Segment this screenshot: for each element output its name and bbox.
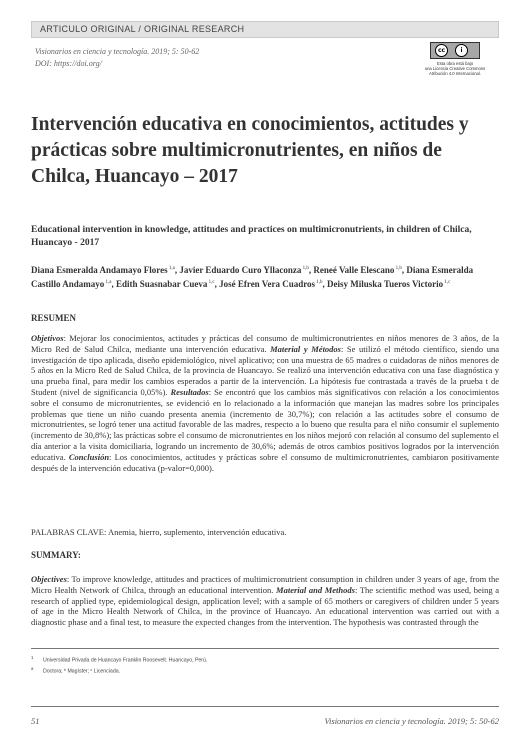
objectives-label: Objectives (31, 574, 67, 584)
author-name: Diana Esmeralda Andamayo Flores (31, 265, 168, 275)
objetivos-text: : Mejorar los conocimientos, actitudes y prácticas del consumo de multimicronutrientes en niños menores de 3 años, de la Micro Red de Salud Chilca, mediante una intervención educativa. (31, 333, 499, 354)
author-affiliation-marker: 1,a (167, 266, 175, 271)
objectives-text: : To improve knowledge, attitudes and practices of multimicronutrient consumption in children under 3 years of age, from the Micro Health Network of Chilca, through an educational intervention. (31, 574, 499, 595)
methods-label: Material and Methods (276, 584, 355, 595)
footnote-mark: 1 (31, 655, 34, 660)
objetivos-label: Objetivos (31, 333, 64, 343)
metodos-label: Material y Métodos (270, 343, 341, 354)
palabras-clave: PALABRAS CLAVE: Anemia, hierro, suplemento, intervención educativa. (31, 527, 287, 537)
footnote-text: Universidad Privada de Huancayo Franklin Roosevelt. Huancayo, Perú. (43, 657, 208, 664)
summary-abstract (31, 574, 499, 628)
author-name: Deisy Miluska Tueros Victorio (327, 278, 444, 289)
article-type-banner: ARTICULO ORIGINAL / ORIGINAL RESEARCH (31, 21, 499, 38)
author-name: Diana Esmeralda Castillo Andamayo (31, 265, 474, 289)
article-title: Intervención educativa en conocimientos, actitudes y prácticas sobre multimicronutrientes, en niños de Chilca, Huancayo – 2017 (31, 114, 469, 187)
author-affiliation-marker: 1,c (207, 279, 215, 285)
creative-commons-by-badge[interactable] (430, 42, 480, 59)
methods-text: : The scientific method was used, being a research of applied type, epidemiological design, application level; with a sample of 65 mothers or caregivers of children under 5 years of age in the Micro Health Network of Chilca, in the province of Huancayo. An educational intervention was carried out with a diagnostic phase and a final test, to measure the expected changes from the intervention. The hypothesis was contrasted through the (31, 584, 499, 628)
page-number: 51 (31, 716, 40, 726)
footnote-divider (31, 648, 499, 649)
footnote-item (31, 665, 499, 676)
metodos-text: : Se utilizó el método científico, siendo una investigación de tipo aplicada, diseño epidemiológico, nivel aplicativo; con una muestra de 65 madres o cuidadoras de niños menores de 5 años en la Micro Red de Salud Chilca, de la provincia de Huancayo. Se realizó una intervención educativa con una fase diagnóstica y una prueba final, para medir los cambios esperados a partir de la intervención. La hipótesis fue contrastada a través de la prueba t de Student (nivel de significancia 0,05%). (31, 343, 499, 397)
author-name: Edith Suasnabar Cueva (116, 278, 208, 289)
author-affiliation-marker: 1,c (443, 279, 451, 285)
conclusion-label: Conclusión (68, 451, 110, 462)
author-list: Diana Esmeralda Andamayo Flores $^{1,a}$, Javier Eduardo Curo Yllaconza $^{1,b}$, Reneé Valle Elescano $^{1,b}$, Diana Esmeralda Castillo Andamayo $^{1,a}$, Edith Suasnabar Cueva $^{1,c}$, José Efren Vera Cuadros $^{1,b}$, Deisy Miluska Tueros Victorio $^{1,c}$ (31, 265, 474, 289)
journal-citation: Visionarios en ciencia y tecnología. 2019; 5: 50-62 (35, 47, 200, 56)
resumen-heading: RESUMEN (31, 313, 77, 323)
article-subtitle-english: Educational intervention in knowledge, attitudes and practices on multimicronutrients, in children of Chilca, Huancayo - 2017 (31, 225, 472, 248)
author-affiliation-marker: 1,b (301, 266, 309, 271)
footer-journal-citation: Visionarios en ciencia y tecnología. 2019; 5: 50-62 (324, 716, 499, 726)
license-note: Esta obra está bajo una Licencia Creative Commons Atribución 4.0 Internacional. (424, 61, 486, 76)
author-name: Javier Eduardo Curo Yllaconza (179, 265, 302, 275)
author-affiliation-marker: 1,a (104, 279, 112, 285)
cc-icon: cc (435, 44, 448, 57)
resultados-label: Resultados (170, 386, 209, 397)
footnote-text: Doctora; ᵇ Magíster; ᶜ Licenciada. (43, 668, 121, 675)
author-affiliation-marker: 1,b (394, 266, 402, 271)
resumen-abstract (31, 333, 499, 473)
footer-divider (31, 706, 499, 707)
doi-link[interactable]: DOI: https://doi.org/ (35, 59, 102, 68)
author-name: José Efren Vera Cuadros (219, 278, 316, 289)
summary-heading: SUMMARY: (31, 550, 81, 560)
author-name: Reneé Valle Elescano (313, 265, 395, 275)
conclusion-text: : Los conocimientos, actitudes y prácticas sobre el consumo de multimicronutrientes, cambiaron positivamente después de la intervención educativa (p-valor=0,000). (31, 451, 499, 473)
attribution-icon: i (455, 44, 468, 57)
journal-citation-block (35, 46, 199, 70)
resultados-text: : Se encontró que los cambios más significativos con relación a los conocimientos sobre el consumo de micronutrientes, se evidenció en lo relacionado a la información que manejan las madres sobre los principales problemas que tiene un niño cuando presenta anemia (incremento de 30,7%); con relación a las actitudes sobre el consumo de micronutrientes, se logró tener una actitud favorable de las madres, respecto a lo bueno que resulta para el niño consumir el suplemento (incremento de 30,8%); las prácticas sobre el consumo de micronutrientes en los niños mejoró con relación al consumo del suplemento el día anterior a la visita domiciliaria, logrando un incremento de 30,6%; además de otros cambios positivos logrados por la intervención educativa. (31, 386, 499, 462)
license-block[interactable] (408, 42, 502, 76)
footnote-mark: a (31, 665, 34, 671)
footnote-item (31, 654, 499, 665)
footnotes (31, 654, 499, 675)
author-affiliation-marker: 1,b (315, 279, 323, 285)
